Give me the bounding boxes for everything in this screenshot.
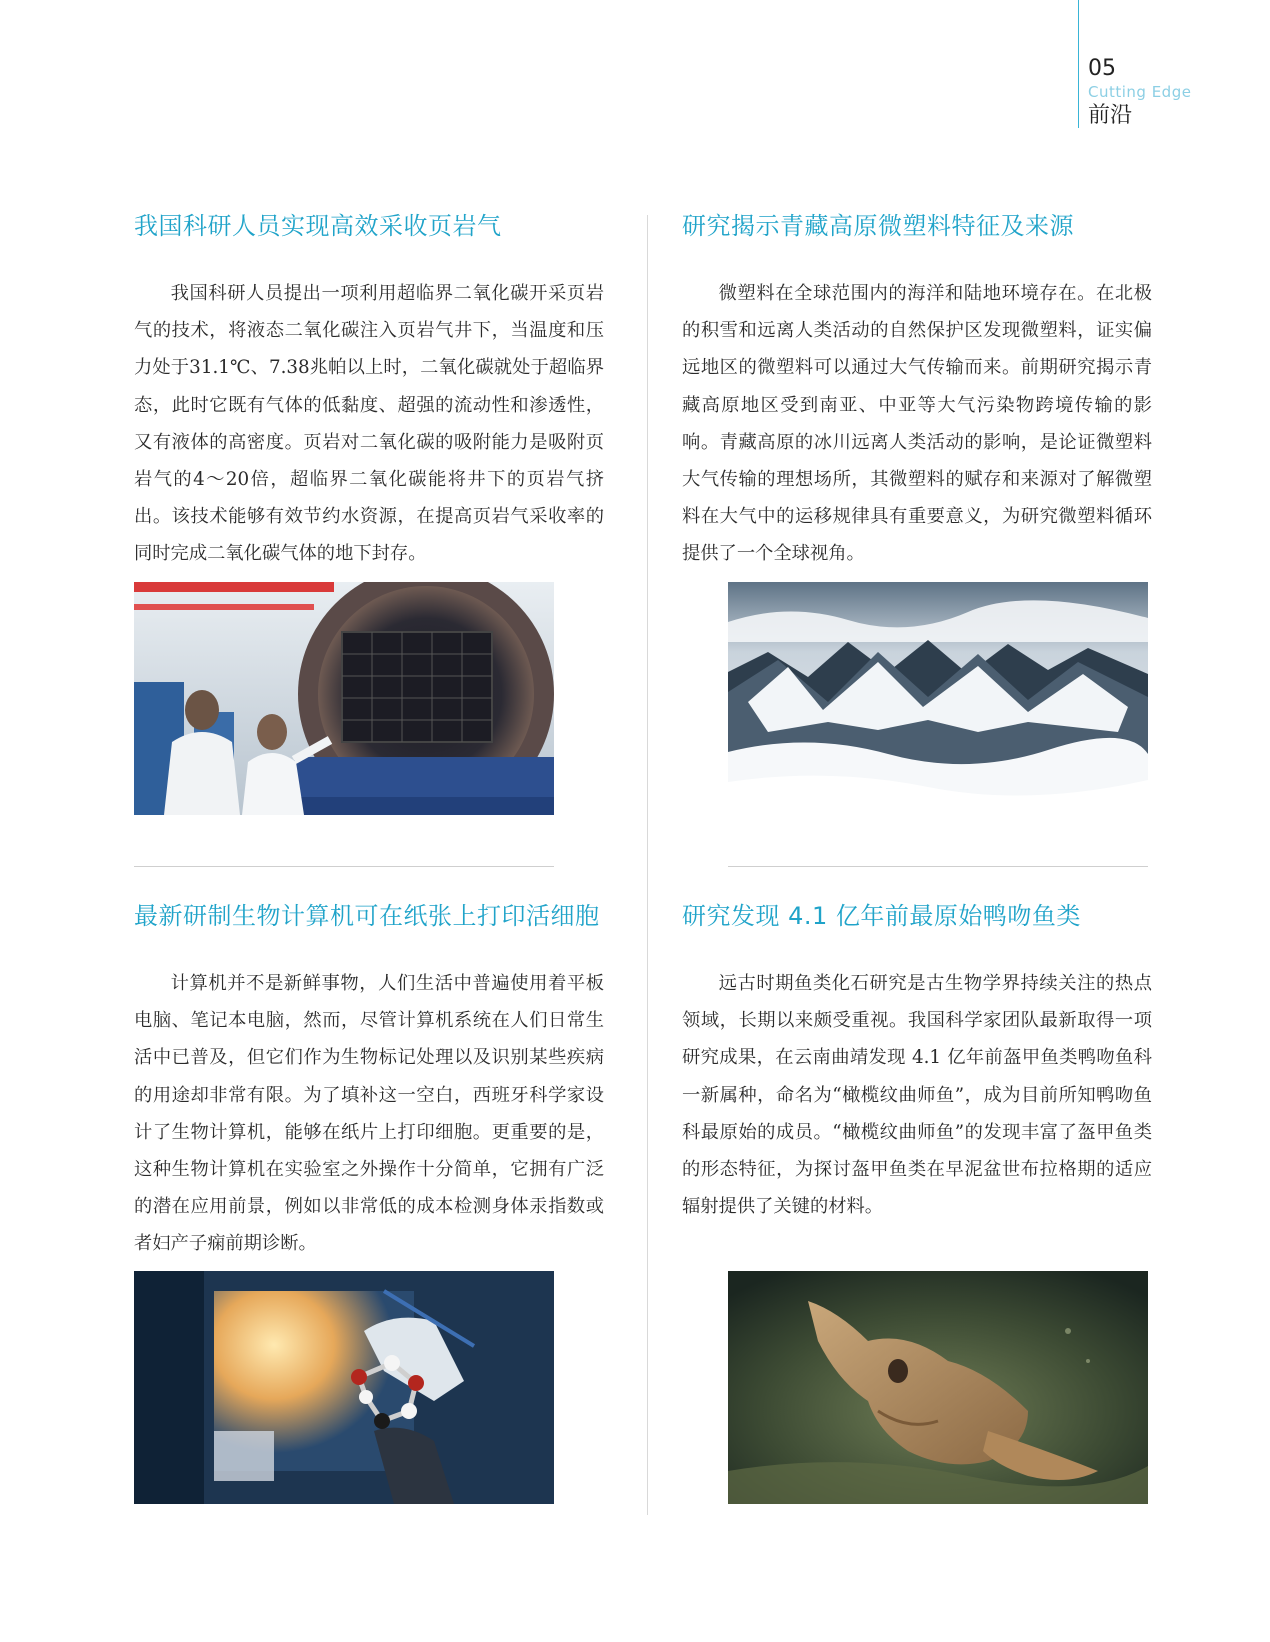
article-body: 计算机并不是新鲜事物，人们生活中普遍使用着平板电脑、笔记本电脑，然而，尽管计算机系统在人们日常生活中已普及，但它们作为生物标记处理以及识别某些疾病的用途却非常有限。为了填补这一空白，西班牙科学家设计了生物计算机，能够在纸片上打印细胞。更重要的是，这种生物计算机在实验室之外操作十分简单，它拥有广泛的潜在应用前景，例如以非常低的成本检测身体汞指数或者妇产子痫前期诊断。 [134,973,604,1255]
ancient-fish-photo [728,1271,1148,1504]
section-name-en: Cutting Edge [1088,83,1192,101]
article-shale-gas [134,211,604,573]
section-divider-left [134,866,554,867]
snow-mountains-photo [728,582,1148,815]
article-body: 微塑料在全球范围内的海洋和陆地环境存在。在北极的积雪和远离人类活动的自然保护区发现微塑料，证实偏远地区的微塑料可以通过大气传输而来。前期研究揭示青藏高原地区受到南亚、中亚等大气污染物跨境传输的影响。青藏高原的冰川远离人类活动的影响，是论证微塑料大气传输的理想场所，其微塑料的赋存和来源对了解微塑料在大气中的运移规律具有重要意义，为研究微塑料循环提供了一个全球视角。 [682,283,1152,565]
article-body: 我国科研人员提出一项利用超临界二氧化碳开采页岩气的技术，将液态二氧化碳注入页岩气井下，当温度和压力处于31.1℃、7.38兆帕以上时，二氧化碳就处于超临界态，此时它既有气体的低黏度、超强的流动性和渗透性，又有液体的高密度。页岩对二氧化碳的吸附能力是吸附页岩气的4～20倍，超临界二氧化碳能将井下的页岩气挤出。该技术能够有效节约水资源，在提高页岩气采收率的同时完成二氧化碳气体的地下封存。 [134,283,604,565]
page-number: 05 [1088,56,1116,81]
article-microplastics [682,211,1152,573]
section-divider-right [728,866,1148,867]
article-title: 最新研制生物计算机可在纸张上打印活细胞 [134,902,600,930]
column-divider [647,215,648,1515]
molecule-model-photo [134,1271,554,1504]
article-title: 研究揭示青藏高原微塑料特征及来源 [682,212,1074,240]
article-body: 远古时期鱼类化石研究是古生物学界持续关注的热点领域，长期以来颇受重视。我国科学家团队最新取得一项研究成果，在云南曲靖发现 4.1 亿年前盔甲鱼类鸭吻鱼科一新属种，命名为“橄榄纹曲师鱼”，成为目前所知鸭吻鱼科最原始的成员。“橄榄纹曲师鱼”的发现丰富了盔甲鱼类的形态特征，为探讨盔甲鱼类在早泥盆世布拉格期的适应辐射提供了关键的材料。 [682,973,1152,1218]
article-title: 我国科研人员实现高效采收页岩气 [134,212,502,240]
article-bio-computer [134,901,604,1263]
article-title: 研究发现 4.1 亿年前最原始鸭吻鱼类 [682,902,1081,930]
article-ancient-fish [682,901,1152,1225]
section-name-cn: 前沿 [1088,103,1133,128]
header-rule [1078,0,1079,128]
lab-equipment-photo [134,582,554,815]
